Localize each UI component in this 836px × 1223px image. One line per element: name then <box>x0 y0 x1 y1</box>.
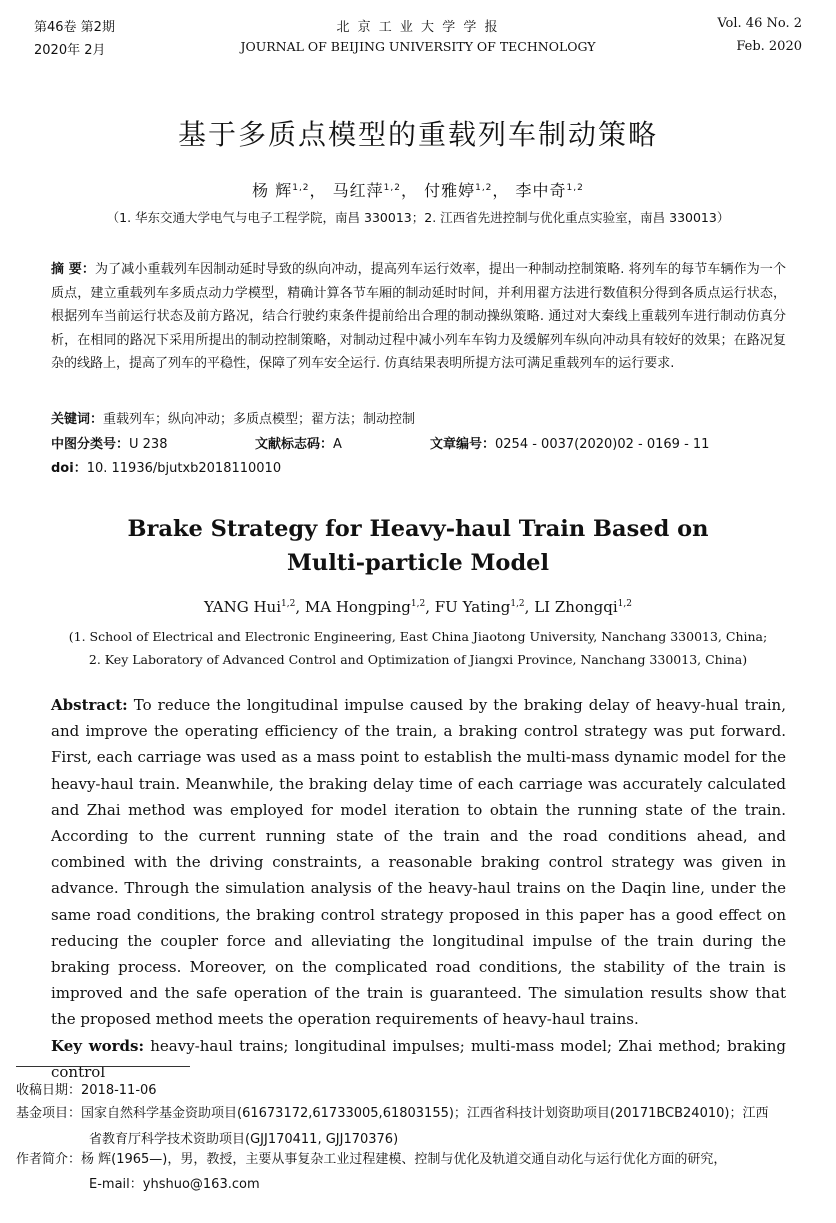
abstract-cn-text: 为了减小重载列车因制动延时导致的纵向冲动，提高列车运行效率，提出一种制动控制策略. 将列车的每节车辆作为一个质点，建立重载列车多质点动力学模型，精确计算各节车厢的制动延时时间，并利用翟方法进行数值积分得到各质点运行状态，根据列车当前运行状态及前方路况，结合行驶约束条件提前给出合理的制动操纵策略. 通过对大秦线上重载列车进行制动仿真分析，在相同的路况下采用所提出的制动控制策略，对制动过程中减小列车车钩力及缓解列车纵向冲动具有较好的效果；在路况复杂的线路上，提高了列车的平稳性，保障了列车安全运行. 仿真结果表明所提方法可满足重载列车的运行要求. <box>51 262 787 371</box>
affiliation-cn: （1. 华东交通大学电气与电子工程学院，南昌 330013；2. 江西省先进控制与优化重点实验室，南昌 330013） <box>106 210 730 225</box>
header-date-en: Feb. 2020 <box>736 39 802 54</box>
abstract-en <box>51 692 786 1085</box>
footnote-fund-cont: 省教育厅科学技术资助项目(GJJ170411, GJJ170376) <box>89 1132 399 1147</box>
abstract-cn-label: 摘 要： <box>51 262 96 277</box>
abstract-cn <box>51 258 786 376</box>
abstract-en-label: Abstract: <box>51 696 128 714</box>
header-date-cn: 2020年 2月 <box>34 43 106 58</box>
author-cn-2: 马红萍$^{1,2}$ <box>332 181 401 200</box>
header-journal-cn: 北 京 工 业 大 学 学 报 <box>336 20 500 35</box>
document-code: 文献标志码：A <box>255 437 342 452</box>
author-cn-1: 杨 辉$^{1,2}$ <box>252 181 310 200</box>
author-en-1: YANG Hui$^{1,2}$ <box>204 598 296 616</box>
keywords-cn: 关键词：重载列车；纵向冲动；多质点模型；翟方法；制动控制 <box>51 412 416 427</box>
clc-number: 中图分类号：U 238 <box>51 437 168 452</box>
footnote-divider <box>16 1066 190 1067</box>
header-volume-cn: 第46卷 第2期 <box>34 20 115 35</box>
author-en-4: LI Zhongqi$^{1,2}$ <box>534 598 632 616</box>
authors-en: YANG Hui$^{1,2}$, MA Hongping$^{1,2}$, FU Yating$^{1,2}$, LI Zhongqi$^{1,2}$ <box>204 598 632 616</box>
affiliation-en-line2: 2. Key Laboratory of Advanced Control and Optimization of Jiangxi Province, Nanchang 330013, China) <box>88 652 748 667</box>
author-cn-3: 付雅婷$^{1,2}$ <box>424 181 493 200</box>
title-en <box>0 512 836 580</box>
author-cn-4: 李中奇$^{1,2}$ <box>515 181 584 200</box>
abstract-en-text: To reduce the longitudinal impulse caused by the braking delay of heavy-hual train, and improve the operating efficiency of the train, a braking control strategy was put forward. First, each carriage was used as a mass point to establish the multi-mass dynamic model for the heavy-haul train. Meanwhile, the braking delay time of each carriage was accurately calculated and Zhai method was employed for model iteration to obtain the running state of the train. According to the current running state of the train and the road conditions ahead, and combined with the driving constraints, a reasonable braking control strategy was given in advance. Through the simulation analysis of the heavy-haul trains on the Daqin line, under the same road conditions, the braking control strategy proposed in this paper has a good effect on reducing the coupler force and alleviating the longitudinal impulse of the train during the braking process. Moreover, on the complicated road conditions, the stability of the train is improved and the safe operation of the train is guaranteed. The simulation results show that the proposed method meets the operation requirements of heavy-haul trains. <box>51 696 786 1029</box>
footnote-received: 收稿日期：2018-11-06 <box>16 1083 157 1098</box>
header-journal-en: JOURNAL OF BEIJING UNIVERSITY OF TECHNOLOGY <box>240 39 596 54</box>
title-cn: 基于多质点模型的重载列车制动策略 <box>177 118 658 151</box>
footnote-author: 作者简介：杨 辉(1965—)，男，教授，主要从事复杂工业过程建模、控制与优化及轨道交通自动化与运行优化方面的研究， <box>16 1152 727 1167</box>
title-en-line2: Multi-particle Model <box>286 550 550 576</box>
title-en-line1: Brake Strategy for Heavy-haul Train Based on <box>127 516 709 542</box>
authors-cn: 杨 辉$^{1,2}$， 马红萍$^{1,2}$， 付雅婷$^{1,2}$， 李中奇$^{1,2}$ <box>252 181 584 200</box>
author-en-3: FU Yating$^{1,2}$ <box>434 598 525 616</box>
keywords-en-text: heavy-haul trains; longitudinal impulses; multi-mass model; Zhai method; braking control <box>51 1036 786 1081</box>
author-en-2: MA Hongping$^{1,2}$ <box>304 598 426 616</box>
keywords-en-label: Key words: <box>51 1036 144 1055</box>
affiliation-en-line1: (1. School of Electrical and Electronic Engineering, East China Jiaotong University, Nanchang 330013, China; <box>68 629 768 644</box>
header-volume-en: Vol. 46 No. 2 <box>717 16 802 31</box>
footnote-email: E-mail：yhshuo@163.com <box>89 1177 260 1192</box>
article-number: 文章编号：0254 - 0037(2020)02 - 0169 - 11 <box>430 437 710 452</box>
doi: doi：10. 11936/bjutxb2018110010 <box>51 461 282 476</box>
footnote-fund: 基金项目：国家自然科学基金资助项目(61673172,61733005,61803155)；江西省科技计划资助项目(20171BCB24010)；江西 <box>16 1106 769 1121</box>
